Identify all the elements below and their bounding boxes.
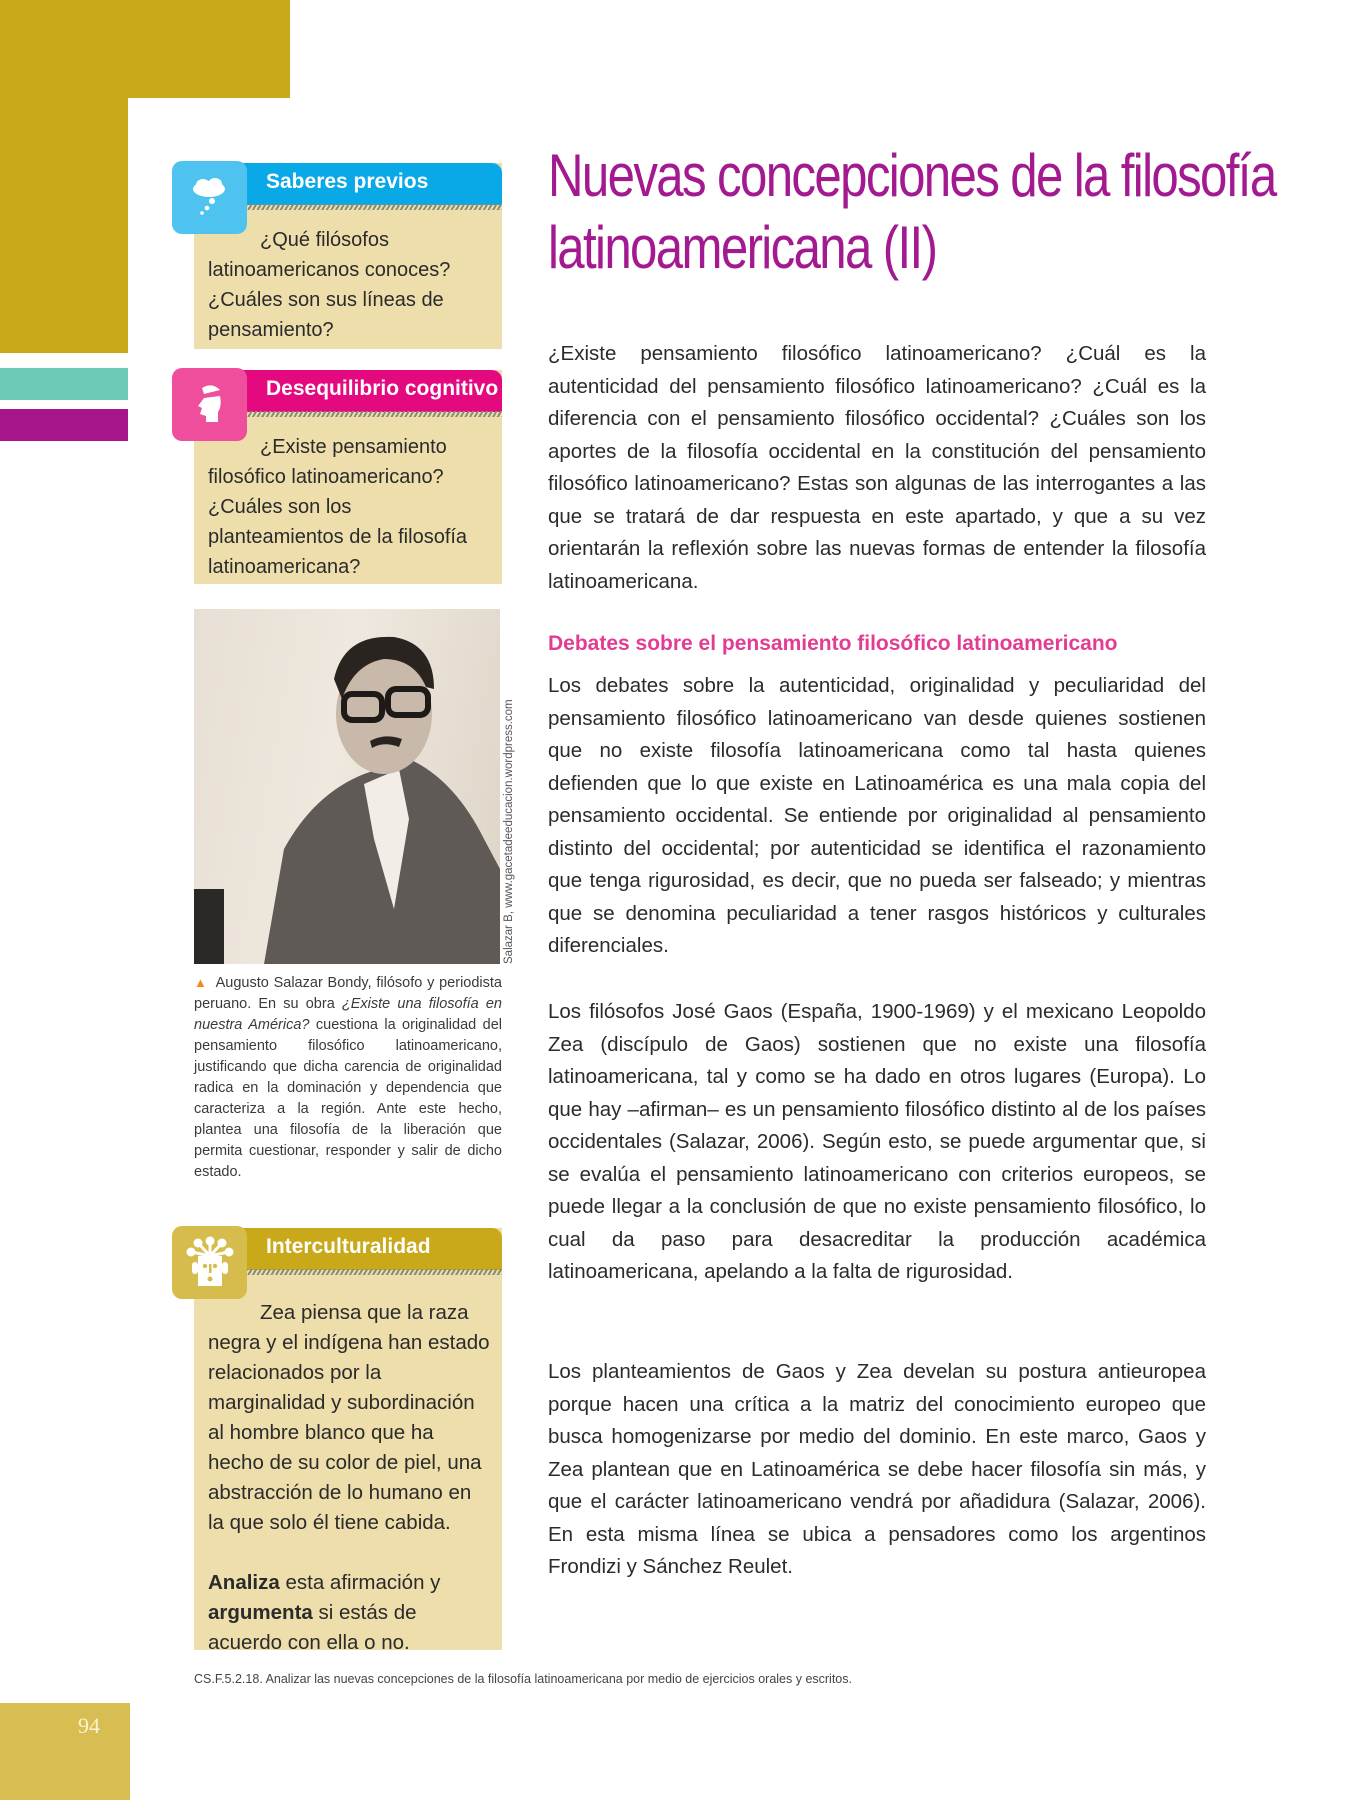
photo-credit: Salazar B, www.gacetadeeducacion.wordpress.com [503, 699, 515, 964]
saberes-previos-title: Saberes previos [194, 163, 502, 205]
body-paragraph-2: Los filósofos José Gaos (España, 1900-1969) y el mexicano Leopoldo Zea (discípulo de Gaos) sostienen que no existe una filosofía latinoamericana, tal y como se ha dado en otros lugares (Europa). Lo que hay –afirman– es un pensamiento filosófico distinto al de los países occidentales (Salazar, 2006). Según esto, se puede argumentar que, si se evalúa el pensamiento latinoamericano con criterios europeos, se puede llegar a la conclusión de que no existe pensamiento filosófico, lo cual da paso para desacreditar la producción académica latinoamericana, apelando a la falta de rigurosidad. [548, 1000, 1206, 1283]
triangle-bullet-icon: ▲ [194, 975, 208, 990]
gold-side-block [0, 0, 128, 353]
interculturalidad-title: Interculturalidad [194, 1228, 502, 1270]
magenta-accent-bar [0, 409, 128, 441]
mask-icon [172, 1226, 247, 1299]
teal-accent-bar [0, 368, 128, 400]
interculturalidad-box [194, 1228, 502, 1654]
body-paragraph-3: Los planteamientos de Gaos y Zea develan su postura antieuropea porque hacen una crítica a la matriz del conocimiento europeo que busca homogenizarse por medio del dominio. En este marco, Gaos y Zea plantean que en Latinoamérica se debe hacer filosofía sin más, y que el carácter latinoamericano vendrá por añadidura (Salazar, 2006). En esta misma línea se ubica a pensadores como los argentinos Frondizi y Sánchez Reulet. [548, 1360, 1206, 1578]
desequilibrio-cognitivo-text: ¿Existe pensamiento filosófico latinoamericano? ¿Cuáles son los planteamientos de la filosofía latinoamericana? [208, 436, 468, 578]
interculturalidad-task: Analiza esta afirmación y argumenta si estás de acuerdo con ella o no. [208, 1571, 441, 1654]
interculturalidad-text: Zea piensa que la raza negra y el indígena han estado relacionados por la marginalidad y subordinación al hombre blanco que ha hecho de su color de piel, una abstracción de lo humano en la que solo él tiene cabida. [208, 1301, 490, 1534]
portrait-photo [194, 609, 500, 964]
saberes-previos-box [194, 163, 502, 349]
thought-cloud-icon [172, 161, 247, 234]
desequilibrio-cognitivo-box [194, 370, 502, 584]
page-number: 94 [78, 1713, 100, 1738]
portrait-illustration [194, 609, 500, 964]
page-number-block [0, 1703, 130, 1800]
photo-caption: ▲ Augusto Salazar Bondy, filósofo y periodista peruano. En su obra ¿Existe una filosofía en nuestra América? cuestiona la originalidad del pensamiento filosófico latinoamericano, justificando que dicha carencia de originalidad radica en la dominación y dependencia que caracteriza a la región. Ante este hecho, plantea una filosofía de la liberación que permita cuestionar, responder y salir de dicho estado. [194, 975, 502, 1180]
book-title: ¿Existe una filosofía en nuestra América? [194, 996, 502, 1033]
saberes-previos-text: ¿Qué filósofos latinoamericanos conoces? ¿Cuáles son sus líneas de pensamiento? [208, 229, 451, 341]
body-paragraph-1: Los debates sobre la autenticidad, originalidad y peculiaridad del pensamiento filosófico latinoamericano van desde quienes sostienen que no existe filosofía latinoamericana como tal hasta quienes defienden que lo que existe en Latinoamérica es una mala copia del pensamiento occidental. Se entiende por originalidad al pensamiento distinto del occidental; por autenticidad se identifica el razonamiento que tenga rigurosidad, es decir, que no pueda ser falseado; y mientras que se denomina peculiaridad a tener rasgos históricos y culturales diferenciales. [548, 674, 1206, 957]
section-subheading: Debates sobre el pensamiento filosófico latinoamericano [548, 632, 1118, 655]
intro-paragraph: ¿Existe pensamiento filosófico latinoamericano? ¿Cuál es la autenticidad del pensamiento filosófico latinoamericano? ¿Cuál es la diferencia con el pensamiento filosófico occidental? ¿Cuáles son los aportes de la filosofía occidental en la constitución del pensamiento filosófico latinoamericano? Estas son algunas de las interrogantes a las que se tratará de dar respuesta en este apartado, y que a su vez orientarán la reflexión sobre las nuevas formas de entender la filosofía latinoamericana. [548, 342, 1206, 593]
desequilibrio-cognitivo-title: Desequilibrio cognitivo [194, 370, 502, 412]
page-title: Nuevas concepciones de la filosofía latinoamericana (II) [548, 142, 1276, 281]
open-head-icon [172, 368, 247, 441]
skill-criterion-note: CS.F.5.2.18. Analizar las nuevas concepciones de la filosofía latinoamericana por medio de ejercicios orales y escritos. [194, 1672, 852, 1686]
